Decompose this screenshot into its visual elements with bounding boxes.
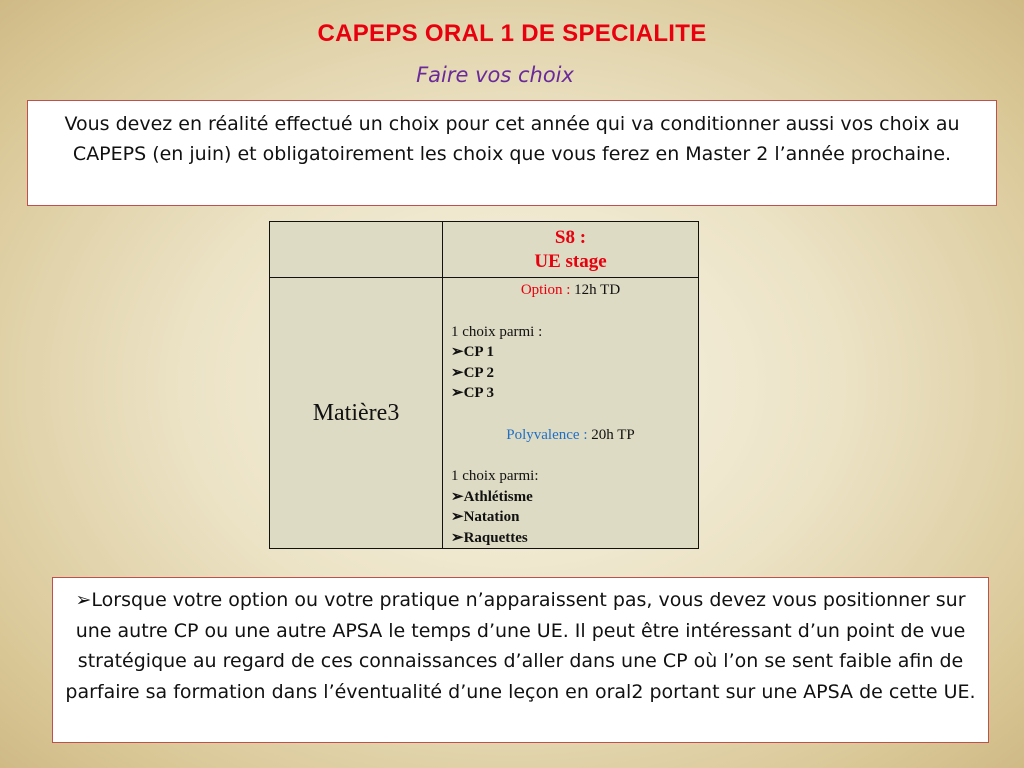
note-textbox xyxy=(52,577,989,743)
option-hours: 12h TD xyxy=(574,282,621,298)
slide-title: CAPEPS ORAL 1 DE SPECIALITE xyxy=(317,20,707,47)
bullet-arrow-icon: ➢ xyxy=(451,344,464,360)
polyvalence-hours: 20h TP xyxy=(591,426,635,443)
list-item: ➢Athlétisme xyxy=(451,488,533,505)
row-label-matiere: Matière3 xyxy=(270,278,443,549)
list-item: ➢CP 3 xyxy=(451,385,494,401)
polyvalence-label: Polyvalence : xyxy=(506,426,588,443)
option-line xyxy=(443,280,698,301)
polyvalence-choice-intro: 1 choix parmi: xyxy=(451,468,539,484)
header-semester: S8 : xyxy=(554,227,587,248)
bullet-arrow-icon: ➢ xyxy=(451,509,464,525)
list-item: ➢Raquettes xyxy=(451,529,528,546)
intro-textbox xyxy=(27,100,997,206)
table-header-cell xyxy=(443,222,699,278)
list-item: ➢CP 1 xyxy=(451,344,494,360)
note-bullet-icon: ➢ xyxy=(75,589,92,611)
intro-text: Vous devez en réalité effectué un choix pour cet année qui va conditionner aussi vos choix au CAPEPS (en juin) et obligatoirement les choix que vous ferez en Master 2 l’année prochaine. xyxy=(64,113,960,165)
table-content-cell xyxy=(443,278,699,549)
header-ue: UE stage xyxy=(534,251,607,272)
note-text: Lorsque votre option ou votre pratique n’apparaissent pas, vous devez vous positionner sur une autre CP ou une autre APSA le temps d’une UE. Il peut être intéressant d’un point de vue stratégique au regard de ces connaissances d’aller dans une CP où l’on se sent faible afin de parfaire sa formation dans l’éventualité d’une leçon en oral2 portant sur une APSA de cette UE. xyxy=(65,589,976,703)
polyvalence-line xyxy=(443,425,698,446)
bullet-arrow-icon: ➢ xyxy=(451,488,464,505)
list-item: ➢CP 2 xyxy=(451,364,494,381)
bullet-arrow-icon: ➢ xyxy=(451,385,464,401)
option-choice-intro: 1 choix parmi : xyxy=(451,323,543,340)
table-header-empty-cell xyxy=(270,222,443,278)
bullet-arrow-icon: ➢ xyxy=(451,529,464,546)
slide-subtitle: Faire vos choix xyxy=(416,63,574,87)
list-item: ➢Natation xyxy=(451,509,520,525)
bullet-arrow-icon: ➢ xyxy=(451,364,464,381)
option-label: Option : xyxy=(520,282,571,298)
choices-table xyxy=(269,221,699,549)
